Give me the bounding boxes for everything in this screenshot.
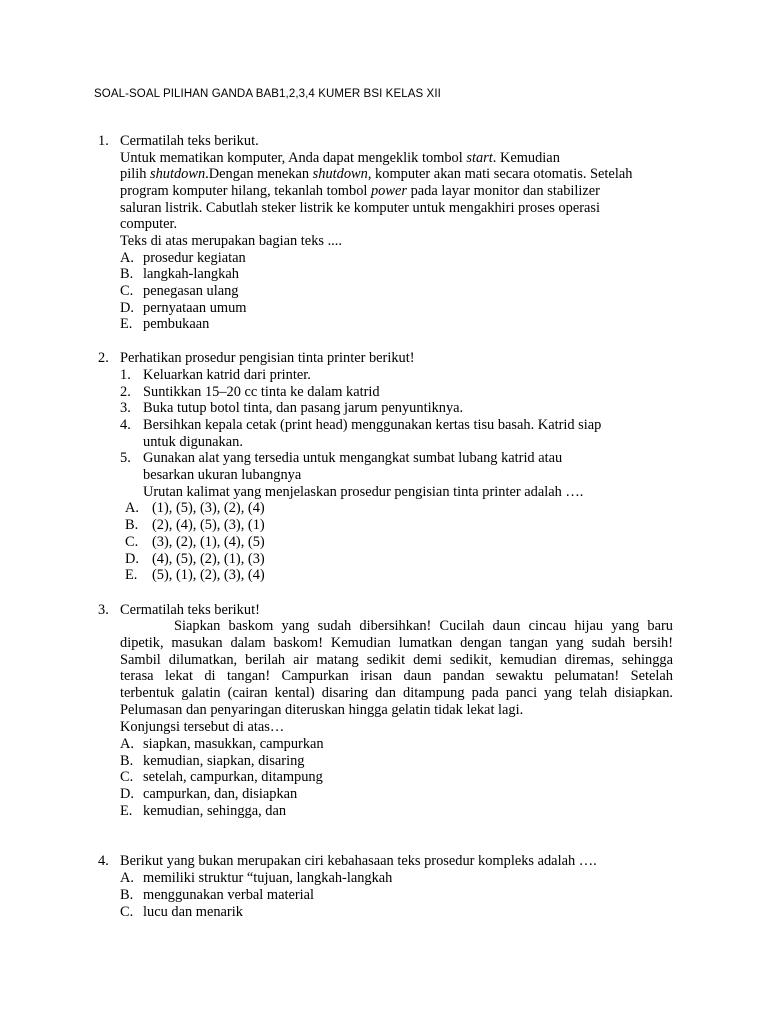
passage-line: pilih shutdown.Dengan menekan shutdown, komputer akan mati secara otomatis. Setelah [120, 166, 633, 182]
passage-line: terasa lekat di tangan! Campurkan irisan daun pandan sewaktu pelumatan! Setelah [120, 668, 673, 684]
question-prompt: Urutan kalimat yang menjelaskan prosedur pengisian tinta printer adalah …. [143, 484, 584, 500]
question-number: 2. [98, 350, 109, 366]
passage-line: computer. [120, 216, 178, 232]
passage-line: Sambil dilumatkan, berilah air matang sedikit demi sedikit, kemudian diremas, sehingga [120, 652, 673, 668]
question-number: 1. [98, 133, 109, 149]
question-prompt: Konjungsi tersebut di atas… [120, 719, 285, 735]
passage-line: dipetik, masukan dalam baskom! Kemudian lumatkan dengan tangan yang sudah bersih! [120, 635, 673, 651]
passage-line: terbentuk galatin (cairan kental) disaring dan ditampung pada panci yang telah disiapkan. [120, 685, 673, 701]
passage-line: Untuk mematikan komputer, Anda dapat mengeklik tombol start. Kemudian [120, 150, 560, 166]
passage-line: Siapkan baskom yang sudah dibersihkan! Cucilah daun cincau hijau yang baru [174, 618, 673, 634]
question-number: 4. [98, 853, 109, 869]
passage-line: Pelumasan dan penyaringan diteruskan hingga gelatin tidak lekat lagi. [120, 702, 524, 718]
question-prompt: Teks di atas merupakan bagian teks .... [120, 233, 342, 249]
document-title: SOAL-SOAL PILIHAN GANDA BAB1,2,3,4 KUMER BSI KELAS XII [94, 88, 441, 100]
passage-line: saluran listrik. Cabutlah steker listrik ke komputer untuk mengakhiri proses operasi [120, 200, 600, 216]
passage-line: program komputer hilang, tekanlah tombol power pada layar monitor dan stabilizer [120, 183, 600, 199]
question-number: 3. [98, 602, 109, 618]
